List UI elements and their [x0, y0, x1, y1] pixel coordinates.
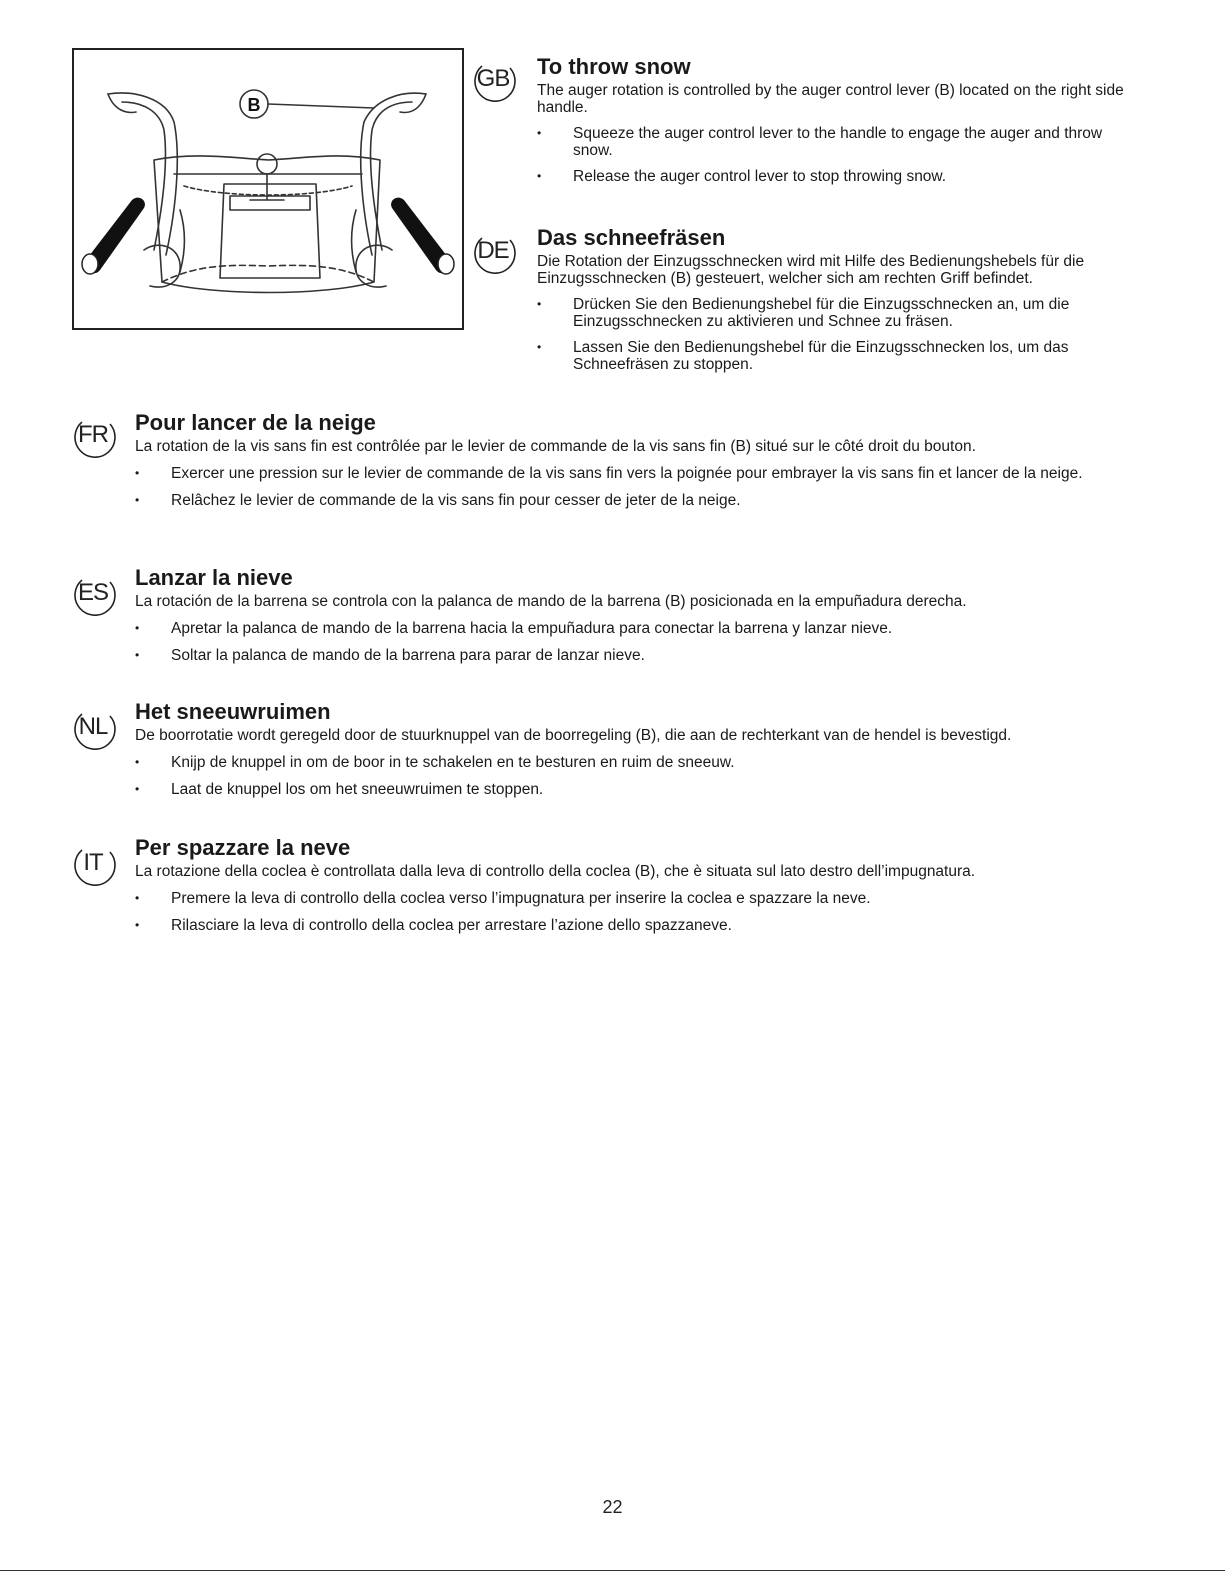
- list-item: • Soltar la palanca de mando de la barrena para parar de lanzar nieve.: [135, 647, 1130, 664]
- bullet-list: [135, 890, 1130, 934]
- handle-illustration: [72, 48, 464, 330]
- section-es: [135, 565, 1130, 664]
- section-gb: [537, 54, 1127, 185]
- figure-callout-label: B: [247, 95, 261, 115]
- snowblower-handles-drawing: [74, 50, 462, 328]
- section-intro: La rotación de la barrena se controla con la palanca de mando de la barrena (B) posicionada en la empuñadura derecha.: [135, 593, 967, 610]
- list-item: • Laat de knuppel los om het sneeuwruimen te stoppen.: [135, 781, 1130, 798]
- list-item: • Premere la leva di controllo della coclea verso l’impugnatura per inserire la coclea e spazzare la neve.: [135, 890, 1130, 907]
- section-title: Das schneefräsen: [537, 225, 726, 250]
- bullet-list: [537, 296, 1127, 373]
- section-intro: La rotation de la vis sans fin est contrôlée par le levier de commande de la vis sans fin (B) situé sur le côté droit du bouton.: [135, 438, 976, 455]
- list-item: • Exercer une pression sur le levier de commande de la vis sans fin vers la poignée pour embrayer la vis sans fin et lancer de la neige.: [135, 465, 1130, 482]
- language-badge-it: [70, 840, 116, 886]
- language-badge-gb: [470, 56, 516, 102]
- list-item: • Drücken Sie den Bedienungshebel für die Einzugsschnecken an, um die Einzugsschnecken zu aktivieren und Schnee zu fräsen.: [537, 296, 1127, 330]
- list-item: • Rilasciare la leva di controllo della coclea per arrestare l’azione dello spazzaneve.: [135, 917, 1130, 934]
- section-intro: De boorrotatie wordt geregeld door de stuurknuppel van de boorregeling (B), die aan de rechterkant van de hendel is bevestigd.: [135, 727, 1012, 744]
- language-code: FR: [78, 421, 108, 448]
- language-code: GB: [476, 65, 510, 92]
- language-badge-es: [70, 570, 116, 616]
- language-badge-de: [470, 228, 516, 274]
- list-item: • Relâchez le levier de commande de la vis sans fin pour cesser de jeter de la neige.: [135, 492, 1130, 509]
- section-intro: La rotazione della coclea è controllata dalla leva di controllo della coclea (B), che è situata sul lato destro dell’impugnatura.: [135, 863, 976, 880]
- bullet-list: [135, 754, 1130, 798]
- language-code: IT: [83, 849, 103, 876]
- section-title: To throw snow: [537, 54, 691, 79]
- language-code: NL: [78, 713, 108, 740]
- bullet-list: [135, 620, 1130, 664]
- language-badge-fr: [70, 412, 116, 458]
- bottom-rule: [0, 1570, 1225, 1571]
- list-item: • Squeeze the auger control lever to the handle to engage the auger and throw snow.: [537, 125, 1127, 159]
- list-item: • Knijp de knuppel in om de boor in te schakelen en te besturen en ruim de sneeuw.: [135, 754, 1130, 771]
- section-title: Per spazzare la neve: [135, 835, 351, 860]
- list-item: • Release the auger control lever to stop throwing snow.: [537, 168, 1127, 185]
- list-item: • Lassen Sie den Bedienungshebel für die Einzugsschnecken los, um das Schneefräsen zu stoppen.: [537, 339, 1127, 373]
- section-intro: Die Rotation der Einzugsschnecken wird mit Hilfe des Bedienungshebels für die Einzugsschnecken (B) gesteuert, welcher sich am rechten Griff befindet.: [537, 253, 1085, 287]
- language-badge-nl: [70, 704, 116, 750]
- bullet-list: [537, 125, 1127, 185]
- language-code: ES: [77, 579, 108, 606]
- section-title: Pour lancer de la neige: [135, 410, 376, 435]
- section-title: Het sneeuwruimen: [135, 699, 331, 724]
- bullet-list: [135, 465, 1130, 509]
- section-intro: The auger rotation is controlled by the auger control lever (B) located on the right side handle.: [537, 82, 1124, 116]
- page-number: 22: [602, 1497, 623, 1517]
- language-code: DE: [477, 237, 509, 264]
- section-de: [537, 225, 1127, 373]
- list-item: • Apretar la palanca de mando de la barrena hacia la empuñadura para conectar la barrena y lanzar nieve.: [135, 620, 1130, 637]
- section-nl: [135, 699, 1130, 798]
- section-it: [135, 835, 1130, 934]
- section-title: Lanzar la nieve: [135, 565, 293, 590]
- section-fr: [135, 410, 1130, 509]
